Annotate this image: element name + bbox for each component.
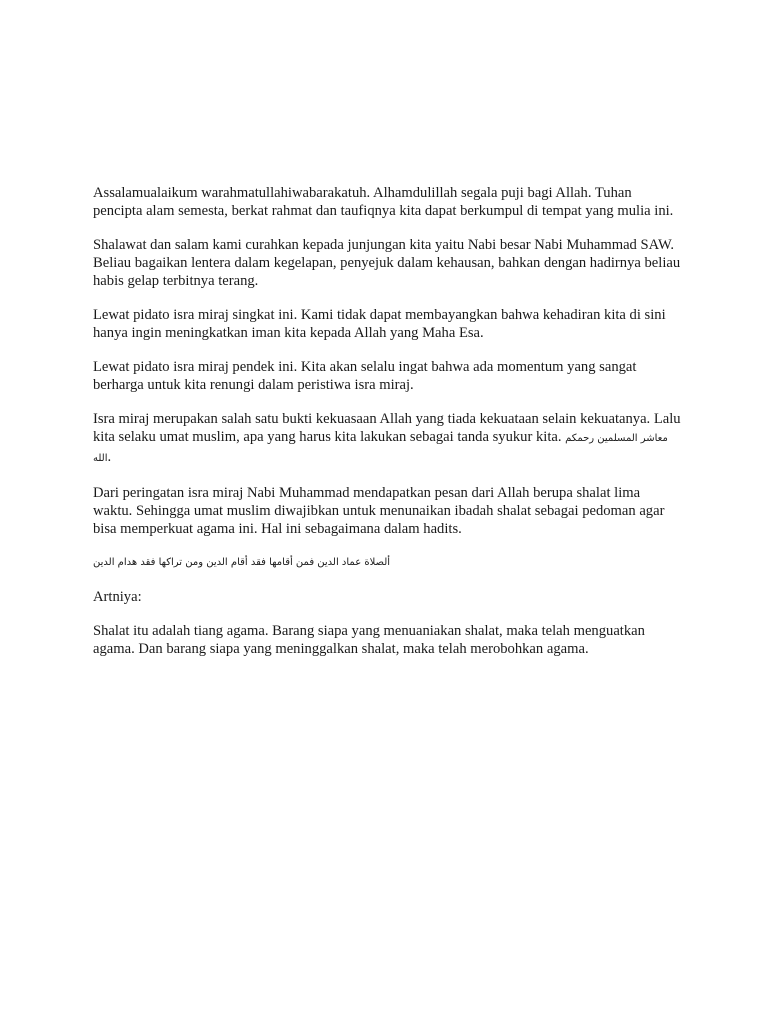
document-page: [93, 184, 683, 674]
hadith-arabic: ألصلاة عماد الدين فمن أقامها فقد أقام الدين ومن تراكها فقد هدام الدين: [93, 557, 391, 568]
arabic-inline-phrase: معاشر المسلمين رحمكم الله: [93, 433, 668, 464]
paragraph-translation: Shalat itu adalah tiang agama. Barang siapa yang menuaniakan shalat, maka telah menguatkan agama. Dan barang siapa yang meninggalkan shalat, maka telah merobohkan agama.: [93, 623, 645, 657]
paragraph-pendek: Lewat pidato isra miraj pendek ini. Kita akan selalu ingat bahwa ada momentum yang sangat berharga untuk kita renungi dalam peristiwa isra miraj.: [93, 359, 637, 393]
paragraph-singkat: Lewat pidato isra miraj singkat ini. Kami tidak dapat membayangkan bahwa kehadiran kita di sini hanya ingin meningkatkan iman kita kepada Allah yang Maha Esa.: [93, 307, 666, 341]
paragraph-greeting: Assalamualaikum warahmatullahiwabarakatuh. Alhamdulillah segala puji bagi Allah. Tuhan pencipta alam semesta, berkat rahmat dan taufiqnya kita dapat berkumpul di tempat yang mulia ini.: [93, 185, 674, 219]
paragraph-kekuasaan: [93, 410, 683, 468]
paragraph-shalawat: Shalawat dan salam kami curahkan kepada junjungan kita yaitu Nabi besar Nabi Muhammad SAW. Beliau bagaikan lentera dalam kegelapan, penyejuk dalam kehausan, bahkan dengan hadirnya beliau habis gelap terbitnya terang.: [93, 237, 681, 289]
artinya-label: Artniya:: [93, 589, 142, 605]
paragraph-kekuasaan-end: .: [107, 449, 112, 465]
paragraph-kekuasaan-text: Isra miraj merupakan salah satu bukti kekuasaan Allah yang tiada kekuataan selain kekuatanya. Lalu kita selaku umat muslim, apa yang harus kita lakukan sebagai tanda syukur kita.: [93, 411, 681, 445]
paragraph-peringatan: Dari peringatan isra miraj Nabi Muhammad mendapatkan pesan dari Allah berupa shalat lima waktu. Sehingga umat muslim diwajibkan untuk menunaikan ibadah shalat sebagai pedoman agar bisa memperkuat agama ini. Hal ini sebagaimana dalam hadits.: [93, 485, 665, 537]
